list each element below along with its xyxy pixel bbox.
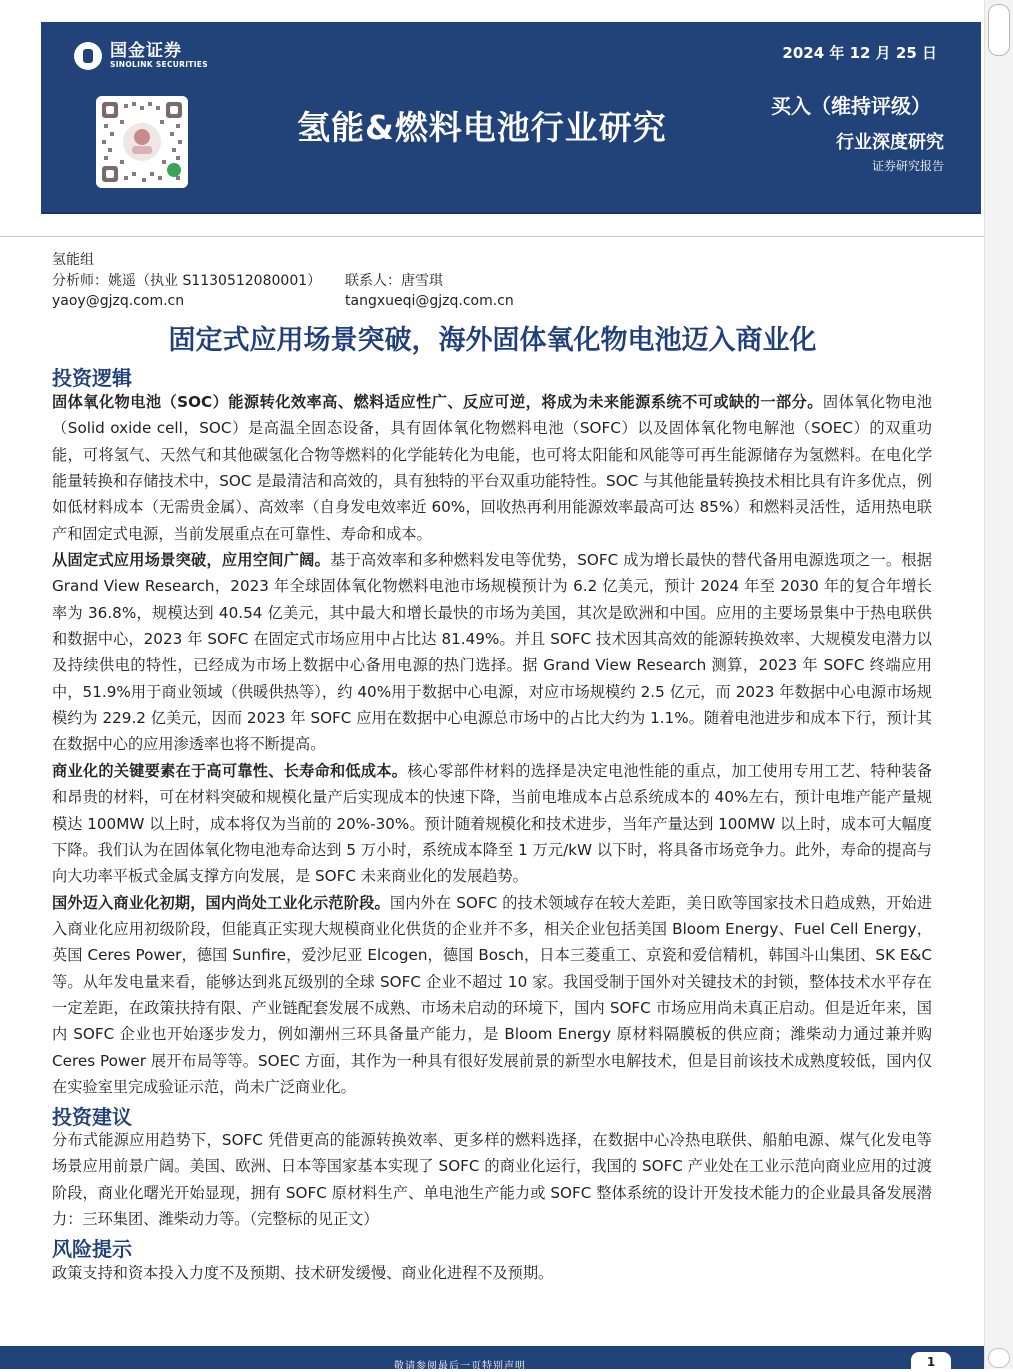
- brand-logo: [74, 42, 208, 70]
- rating-label: 买入（维持评级）: [771, 94, 931, 118]
- report-date: 2024 年 12 月 25 日: [782, 44, 937, 62]
- brand-name-cn: 国金证券: [110, 41, 182, 62]
- scrollbar-end-handle[interactable]: [988, 1348, 1010, 1368]
- paragraph: [52, 547, 932, 758]
- paragraph-text: 固体氧化物电池（Solid oxide cell，SOC）是高温全固态设备，具有固体氧化物燃料电池（SOFC）以及固体氧化物电解池（SOEC）的双重功能，可将氢气、天然气和其他碳氢化合物等燃料的化学能转化为电能，也可将太阳能和风能等可再生能源储存为氢燃料。在电化学能量转换和存储技术中，SOC 是最清洁和高效的，具有独特的平台双重功能特性。SOC 与其他能量转换技术相比具有许多优点，例如低材料成本（无需贵金属）、高效率（自身发电效率近 60%，回收热再利用能源效率最高可达 85%）和燃料灵活性，适用热电联产和固定式电源，当前发展重点在可靠性、寿命和成本。: [52, 393, 932, 543]
- report-title: 氢能&燃料电池行业研究: [297, 108, 667, 147]
- report-type: 行业深度研究: [836, 132, 944, 153]
- section-heading-risk: 风险提示: [52, 1237, 132, 1261]
- paragraph: [52, 758, 932, 890]
- paragraph-text: 基于高效率和多种燃料发电等优势，SOFC 成为增长最快的替代备用电源选项之一。根据 Grand View Research，2023 年全球固体氧化物燃料电池市场规模预计为 6.2 亿美元，预计 2024 年至 2030 年的复合年增长率为 36.8%，规模达到 40.54 亿美元，其中最大和增长最快的市场为美国，其次是欧洲和中国。应用的主要场景集中于热电联供和数据中心，2023 年 SOFC 在固定式市场应用中占比达 81.49%。并且 SOFC 技术因其高效的能源转换效率、大规模发电潜力以及持续供电的特性，已经成为市场上数据中心备用电源的热门选择。据 Grand View Research 测算，2023 年 SOFC 终端应用中，51.9%用于商业领域（供暖供热等），约 40%用于数据中心电源，对应市场规模约 2.5 亿元，而 2023 年数据中心电源市场规模约为 229.2 亿美元，因而 2023 年 SOFC 应用在数据中心电源总市场中的占比大约为 1.1%。随着电池进步和成本下行，预计其在数据中心的应用渗透率也将不断提高。: [52, 551, 932, 754]
- page-number: 1: [911, 1352, 951, 1369]
- contact-name: 联系人：唐雪琪: [345, 272, 443, 289]
- paragraph-text: 核心零部件材料的选择是决定电池性能的重点，加工使用专用工艺、特种装备和昂贵的材料，可在材料突破和规模化量产后实现成本的快速下降，当前电堆成本占总系统成本的 40%左右，预计电堆产能产量规模达 100MW 以上时，成本将仅为当前的 20%-30%。预计随着规模化和技术进步，当年产量达到 100MW 以上时，成本可大幅度下降。我们认为在固体氧化物电池寿命达到 5 万小时，系统成本降至 1 万元/kW 以下时，将具备市场竞争力。此外，寿命的提高与向大功率平板式金属支撑方向发展，是 SOFC 未来商业化的发展趋势。: [52, 761, 933, 886]
- paragraph: [52, 890, 932, 1101]
- header-accent-line: [41, 212, 981, 214]
- section-heading-advice: 投资建议: [52, 1105, 132, 1129]
- section-body-risk: [52, 1260, 932, 1286]
- analyst-name: 分析师：姚遥（执业 S1130512080001）: [52, 272, 322, 289]
- lead-sentence: 国外迈入商业化初期，国内尚处工业化示范阶段。: [52, 893, 390, 912]
- vertical-scrollbar[interactable]: [984, 0, 1013, 1369]
- section-body-logic: [52, 389, 932, 1100]
- author-info: [52, 250, 514, 312]
- lead-sentence: 从固定式应用场景突破，应用空间广阔。: [52, 551, 331, 570]
- paragraph-text: 国内外在 SOFC 的技术领域存在较大差距，美日欧等国家技术日趋成熟，开始进入商业化应用初级阶段，但能真正实现大规模商业化供货的企业并不多，相关企业包括美国 Bloom Energy、Fuel Cell Energy，英国 Ceres Power，德国 Sunfire，爱沙尼亚 Elcogen，德国 Bosch，日本三菱重工、京瓷和爱信精机，韩国斗山集团、SK E&C 等。从年发电量来看，能够达到兆瓦级别的全球 SOFC 企业不超过 10 家。我国受制于国外对关键技术的封锁，整体技术水平存在一定差距，在政策扶持有限、产业链配套发展不成熟、市场未启动的环境下，国内 SOFC 市场应用尚未真正启动。但是近年来，国内 SOFC 企业也开始逐步发力，例如潮州三环具备量产能力，是 Bloom Energy 原材料隔膜板的供应商；潍柴动力通过兼并购 Ceres Power 展开布局等等。SOEC 方面，其作为一种具有很好发展前景的新型水电解技术，但是目前该技术成熟度较低，国内仅在实验室里完成验证示范，尚未广泛商业化。: [52, 893, 933, 1096]
- headline: 固定式应用场景突破，海外固体氧化物电池迈入商业化: [168, 325, 817, 356]
- section-body-advice: [52, 1127, 932, 1232]
- lead-sentence: 固体氧化物电池（SOC）能源转化效率高、燃料适应性广、反应可逆，将成为未来能源系统不可或缺的一部分。: [52, 393, 823, 411]
- brand-name-en: SINOLINK SECURITIES: [110, 59, 208, 69]
- qr-code-icon: [96, 96, 188, 188]
- paragraph-text: 分布式能源应用趋势下，SOFC 凭借更高的能源转换效率、更多样的燃料选择，在数据中心冷热电联供、船舶电源、煤气化发电等场景应用前景广阔。美国、欧洲、日本等国家基本实现了 SOFC 的商业化运行，我国的 SOFC 产业处在工业示范向商业应用的过渡阶段，商业化曙光开始显现，拥有 SOFC 原材料生产、单电池生产能力或 SOFC 整体系统的设计开发技术能力的企业最具备发展潜力：三环集团、潍柴动力等。（完整标的见正文）: [52, 1131, 932, 1229]
- footer-disclaimer[interactable]: 敬请参阅最后一页特别声明: [394, 1361, 526, 1372]
- scrollbar-thumb[interactable]: [988, 4, 1010, 56]
- analyst-email: yaoy@gjzq.com.cn: [52, 293, 185, 309]
- paragraph: [52, 389, 932, 547]
- paragraph-text: 政策支持和资本投入力度不及预期、技术研发缓慢、商业化进程不及预期。: [52, 1264, 554, 1282]
- contact-email: tangxueqi@gjzq.com.cn: [345, 293, 514, 309]
- divider: [0, 236, 985, 237]
- logo-mark-icon: [74, 42, 102, 70]
- report-subtype: 证券研究报告: [871, 159, 944, 173]
- section-heading-logic: 投资逻辑: [52, 366, 132, 390]
- lead-sentence: 商业化的关键要素在于高可靠性、长寿命和低成本。: [52, 761, 408, 780]
- research-group: 氢能组: [52, 252, 94, 268]
